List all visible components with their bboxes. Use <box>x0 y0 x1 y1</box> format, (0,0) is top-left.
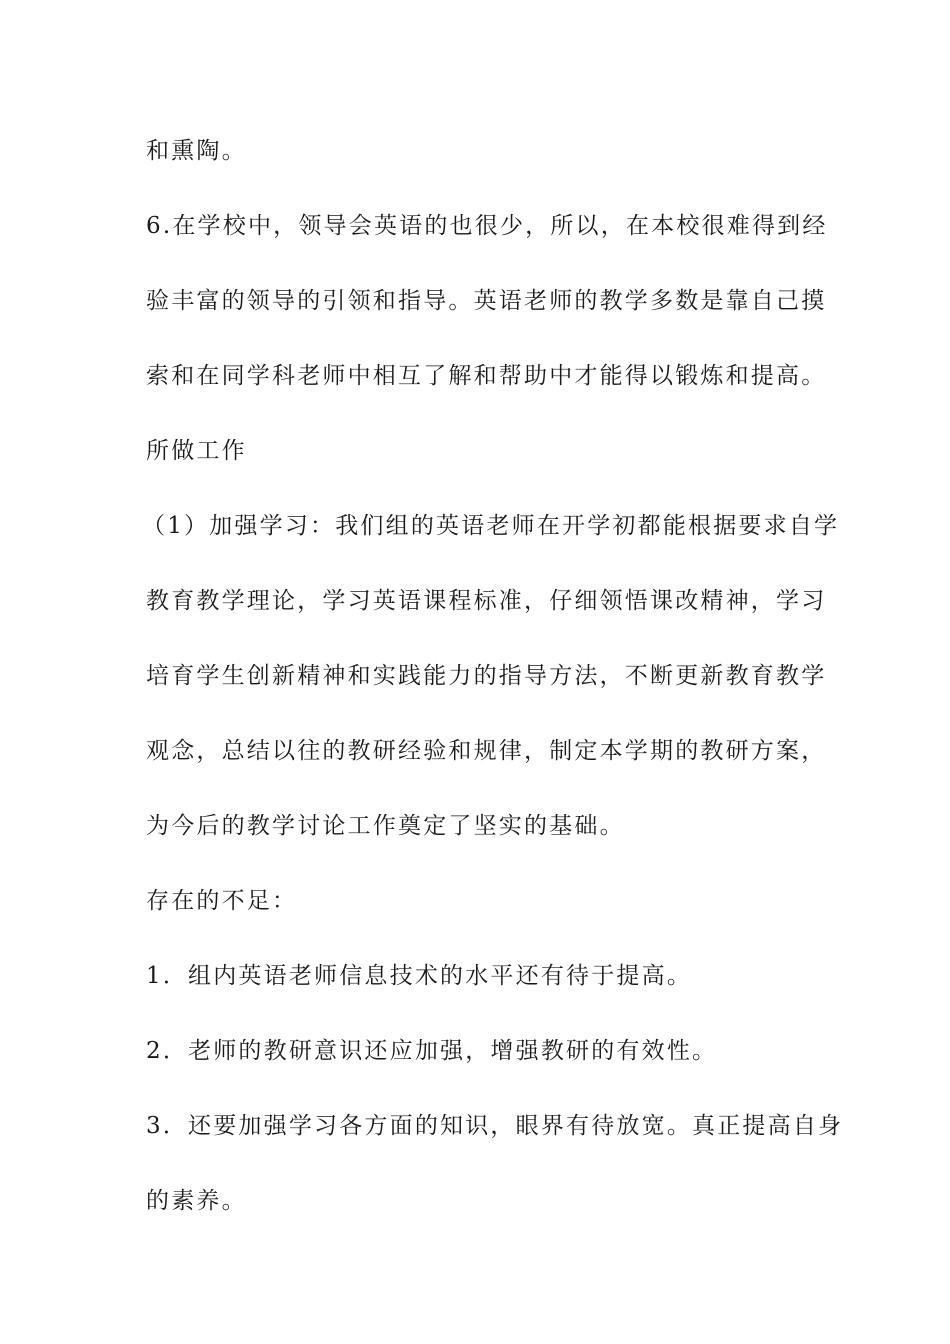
list-item: 1．组内英语老师信息技术的水平还有待于提高。 <box>146 963 693 989</box>
list-item: 2．老师的教研意识还应加强，增强教研的有效性。 <box>146 1038 718 1064</box>
text-line: 的素养。 <box>146 1188 247 1214</box>
section-heading: 所做工作 <box>146 438 247 464</box>
text-line: 6.在学校中，领导会英语的也很少，所以，在本校很难得到经 <box>146 213 828 239</box>
list-item: 3．还要加强学习各方面的知识，眼界有待放宽。真正提高自身 <box>146 1113 844 1139</box>
text-line: 培育学生创新精神和实践能力的指导方法，不断更新教育教学 <box>146 663 827 689</box>
text-line: 和熏陶。 <box>146 138 247 164</box>
section-heading: 存在的不足： <box>146 888 298 914</box>
text-line: 为今后的教学讨论工作奠定了坚实的基础。 <box>146 813 625 839</box>
text-line: 教育教学理论，学习英语课程标准，仔细领悟课改精神，学习 <box>146 588 827 614</box>
text-line: 索和在同学科老师中相互了解和帮助中才能得以锻炼和提高。 <box>146 363 827 389</box>
text-line: 验丰富的领导的引领和指导。英语老师的教学多数是靠自己摸 <box>146 288 827 314</box>
text-line: （1）加强学习：我们组的英语老师在开学初都能根据要求自学 <box>142 513 840 539</box>
text-line: 观念，总结以往的教研经验和规律，制定本学期的教研方案， <box>146 738 827 764</box>
